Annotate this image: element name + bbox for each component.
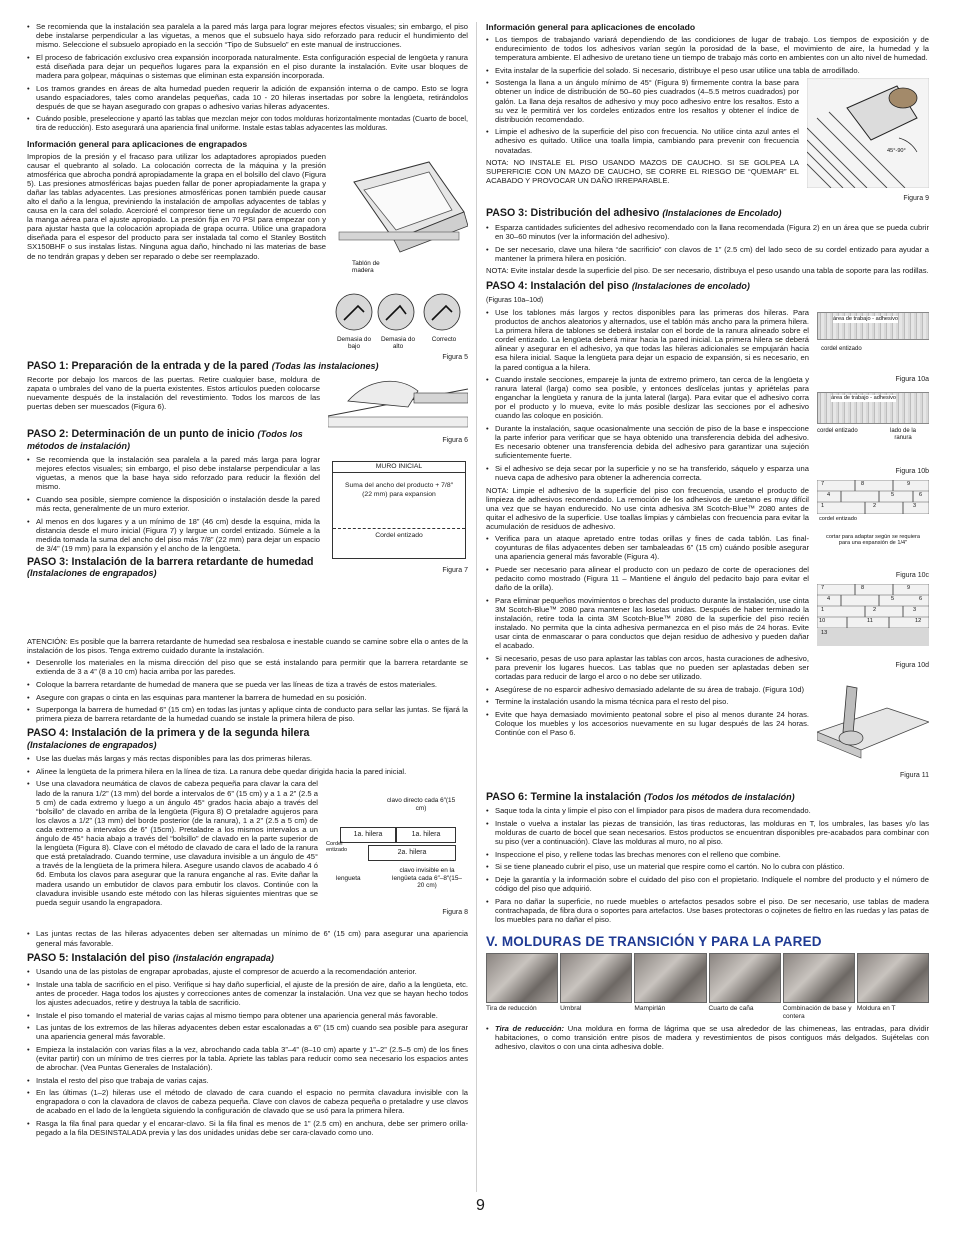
list-item: • Se recomienda que la instalación sea paralela a la pared más larga para lograr mejores efectos visuales; sin embargo, el piso debe instalarse perpendicular a las viguetas, a menos que la base haya sido reforzado para reducir la flexión del mismo.: [27, 455, 320, 491]
list-item: • Esparza cantidades suficientes del adhesivo recomendado con la llana recomendada (Figura 2) en un área que se pueda cubrir en 30–60 minutos (ver la información del adhesivo).: [486, 223, 929, 241]
fig10d-num: 12: [915, 617, 922, 624]
fig10c-num: 2: [873, 502, 877, 509]
paso6-title: PASO 6: Termine la instalación: [486, 790, 642, 803]
fig10d-num: 3: [913, 606, 917, 613]
fig10b-area: área de trabajo - adhesivo: [831, 394, 896, 401]
figure-11-caption: Figura 11: [899, 771, 929, 779]
fig10b-lado: lado de la ranura: [889, 427, 917, 442]
moldura-item: [709, 953, 781, 1020]
paso4r-figs: (Figuras 10a–10d): [486, 296, 544, 304]
fig10c-num: 5: [891, 491, 895, 498]
moldura-label: Umbral: [560, 1004, 582, 1012]
list-item: • Sostenga la llana a un ángulo mínimo de 45° (Figura 9) firmemente contra la base para obtener un índice de distribución de 50–60 pies cuadrados (4–5.5 metros cuadrados) por galón. La llana deja resaltos de adhesivo y muy poco adhesivo entre los resaltos. Esto a su vez le permitirá ver los cordeles entizados entre los resaltos y obtener el índice de distribución recomendado.: [486, 78, 799, 123]
list-item: • Los tiempos de trabajando variará dependiendo de las condiciones de lugar de trabajo. Los tiempos de exposición y de endurecimiento de todos los adhesivos varían según la porosidad de la base, el movimiento de aire, la humedad y la temperatura ambiente. El adhesivo de uretano tiene un tiempo de trabajo más corto en ambientes con un alto nivel de humedad.: [486, 35, 929, 62]
list-item: • Coloque la barrera retardante de humedad de manera que se pueda ver las líneas de tiza a través de estos materiales.: [27, 680, 468, 689]
fig10c-num: 3: [913, 502, 917, 509]
figure-9-caption: Figura 9: [903, 195, 929, 203]
figure-5: [334, 152, 468, 352]
list-item: • Evita instalar de la superficie del solado. Si necesario, distribuye el peso usar utilice una tabla de arrodillado.: [486, 66, 929, 75]
list-item: • Los tramos grandes en áreas de alta humedad pueden requerir la adición de expansión interna o de campo. Esto se logra usando espaciadores, tales como arandelas pequeñas, cada 10 - 20 hileras insertadas por sobre la lengüeta, retirándolos después de que se hayan asegurado con grapas o adhesivo varias hileras adyacentes.: [27, 84, 468, 111]
fig8-invisible: clavo invisible en la lengüeta cada 6″–8″(15–20 cm): [392, 867, 462, 889]
paso3r-nota: NOTA: Evite instalar desde la superficie del piso. De ser necesario, distribuya el peso usando una tabla de soporte para las rodillas.: [486, 266, 929, 276]
fig10c-num: 6: [919, 491, 923, 498]
paso3r-title: PASO 3: Distribución del adhesivo: [486, 207, 660, 220]
list-item: • Si se tiene planeado cubrir el piso, use un material que respire como el cartón. No lo cubra con plástico.: [486, 862, 929, 871]
moldura-item: [560, 953, 632, 1020]
paso3r-heading: [486, 208, 929, 220]
figure-10b: [817, 388, 929, 480]
figure-10d: [817, 584, 929, 678]
fig10c-num: 4: [827, 491, 831, 498]
fig10c-cortar: cortar para adaptar según se requiera para una expansión de 1/4″: [826, 533, 920, 547]
grapado-heading: Información general para aplicaciones de engrapados: [27, 138, 248, 149]
molduras-note: [486, 1024, 929, 1051]
paso4-title: PASO 4: Instalación de la primera y de la segunda hilera: [27, 727, 310, 740]
list-item: • Durante la instalación, saque ocasionalmente una sección de piso de la base e inspeccione la parte inferior para verificar que se haya obtenido una transferencia debida del adhesivo. Es necesario obtener una transferencia debida del adhesivo para garantizar una sujeción suficientemente fuerte.: [486, 424, 809, 460]
list-item: • Cuando sea posible, siempre comience la disposición o instalación desde la pared más recta, generalmente de un muro exterior.: [27, 495, 320, 513]
fig10c-num: 9: [907, 480, 911, 487]
paso3-atencion: ATENCIÓN: Es posible que la barrera retardante de humedad sea resbalosa e inestable cuando se camine sobre ella o antes de la instalación de los pisos. Tenga extremo cuidado durante la instalación.: [27, 637, 468, 656]
paso2-sub: (Todos los métodos de instalación): [27, 429, 303, 451]
list-item: • Deje la garantía y la información sobre el cuidado del piso con el propietario. Indíquele el nombre del producto y el número de código del piso que adquirió.: [486, 875, 929, 893]
list-item: • Instala el resto del piso que trabaja de varias cajas.: [27, 1076, 468, 1085]
list-item: • Se recomienda que la instalación sea paralela a la pared más larga para lograr mejores efectos visuales; sin embargo, el piso debe instalarse perpendicular a las viguetas, a menos que el subsuelo haya sido reforzado para reducir el hundimiento del mismo. Seleccione el subsuelo apropiado en la sección “Tipo de Subsuelo” en este manual de instrucciones.: [27, 22, 468, 49]
list-item: • Instale el piso tomando el material de varias cajas al mismo tiempo para obtener una apariencia general más favorable.: [27, 1011, 468, 1020]
moldura-item: [634, 953, 706, 1020]
list-item: • Desenrolle los materiales en la misma dirección del piso que se está instalando para permitir que la barrera retardante se extienda de 3 a 4” (8 a 10 cm) hacia arriba por las paredes.: [27, 658, 468, 676]
list-item: • Verifica para un ataque apretado entre todas orillas y fines de cada tablón. Las final-coyunturas de filas adyacentes deben ser tambaleadas 6” (15 cm) cuándo posible asegurar una apariencia general más favorable (Figura 4).: [486, 534, 809, 561]
moldura-label: Cuarto de caña: [708, 1004, 754, 1012]
fig5-label: Correcto: [431, 335, 457, 343]
fig10d-num: 11: [867, 617, 873, 624]
list-item: • Si necesario, pesas de uso para aplastar las tablas con arcos, hasta curaciones de adhesivo, para prevenir los lugares huecos. Las tablas que no pueden ser aplastadas deben ser cortadas para reducir de largo el arco o no debe ser utilizado.: [486, 654, 809, 681]
figure-11: [817, 678, 929, 788]
fig10c-num: 7: [821, 480, 825, 487]
paso3-title: PASO 3: Instalación de la barrera retardante de humedad: [27, 555, 314, 568]
figure-10c: [817, 480, 929, 584]
staple-depth-diagrams: [334, 292, 468, 334]
fig5-label: Demasia do alto: [380, 335, 416, 350]
list-item: • Empieza la instalación con varias filas a la vez, abrochando cada tabla 3”–4” (8–10 cm) aparte y 1”–2” (2.5–5 cm) de los fines (evitar partir) con un mínimo de tres cierres por la tabla. Apriete las tablas para reducir como sea necesario los espacios antes de abrochar. (Vea Puntas Generales de Instalación).: [27, 1045, 468, 1072]
door-casing-illustration: [328, 371, 468, 431]
moldura-label: Combinación de base y contera: [782, 1004, 852, 1020]
paso4-sub: (Instalaciones de engrapados): [27, 739, 157, 750]
molduras-gallery: [486, 953, 929, 1020]
fig8-clavo-directo: clavo directo cada 6″(15 cm): [386, 797, 456, 812]
fig8-hilera-1: 1a. hilera: [340, 827, 396, 843]
list-item: • Cuándo posible, preseleccione y apartó las tablas que mezclan mejor con todos molduras horizontalmente montadas (Cuarto de bocel, tira de reducción). Esto asegurará una apariencia final uniforme. Instale estas tablas adyacentes las molduras.: [27, 114, 468, 132]
moldura-photo: [857, 953, 929, 1003]
paso3-heading: [27, 557, 320, 580]
paso4r-title: PASO 4: Instalación del piso: [486, 280, 629, 293]
fig10c-cordel: cordel entizado: [819, 515, 857, 522]
moldura-photo: [560, 953, 632, 1003]
list-item: • Si el adhesivo se deja secar por la superficie y no se ha transferido, sáquelo y esparza una nueva capa de adhesivo para obtener la adherencia correcta.: [486, 464, 809, 482]
fig7-suma: Suma del ancho del producto + 7/8″ (22 mm) para expansion: [344, 482, 454, 499]
list-item: • Alinee la lengüeta de la primera hilera en la línea de tiza. La ranura debe quedar dirigida hacia la pared inicial.: [27, 767, 468, 776]
fig8-hilera-2: 2a. hilera: [368, 845, 456, 861]
right-column: [486, 22, 929, 1192]
moldura-label: Mampirlán: [634, 1004, 666, 1012]
list-item: • Instale o vuelva a instalar las piezas de transición, las tiras reductoras, las molduras en T, los umbrales, las bases y/o las molduras de cuarto de bocel que sean necesarios. Estos productos se encuentran disponibles pre-acabados para combinar con su piso (ver a continuación). Clave las molduras al muro, no al piso.: [486, 819, 929, 846]
list-item: • Asegure con grapas o cinta en las esquinas para mantener la barrera de humedad en su posición.: [27, 693, 468, 702]
page-number: 9: [476, 1197, 485, 1214]
list-item: • Use una clavadora neumática de clavos de cabeza pequeña para clavar la cara del lado de la ranura 1/2” (13 mm) del borde a intervalos de 6” (15 cm) y a 1 a 2” (2.5 a 5 cm) de cada extremo y luego a un ángulo 45° grados hacia abajo a través del “bolsillo” de clavado en arriba de la lengüeta (Figura 8) O pretaladre agujeros para los clavos a 1/2” (13 mm) del borde posterior (de la ranura), 1 a 2” (2.5 a 5 cm) de cada extremo a intervalos de 6” (15cm). Pretaladre a los mismos intervalos a un ángulo de 45° hacia abajo a través del “bolsillo” de clavado en la parte superior de la lengüeta (Figura 8). Clave con el método de clavado de cara el lado de la ranura que está pretaladrado. Cuando termine, use clavadura invisible a un ángulo de 45° a través de la lengüeta de la primera hilera. Asegure usando clavos de acabado 4 ó 6d. Embuta los clavos para asegurar que la ranura enganche al ras. Evite dañar la madera usando un embutidor de clavos para embutir los clavos. Continúe con la clavadura invisible usando este método con las hileras siguientes mientras que se pueda seguir usando la engrapadora.: [27, 779, 318, 906]
fig5-label: Demasia do bajo: [336, 335, 372, 350]
figure-8: [326, 779, 468, 929]
moldura-photo: [783, 953, 855, 1003]
paso6-sub: (Todos los métodos de instalación): [643, 791, 795, 802]
encolado-heading: Información general para aplicaciones de encolado: [486, 22, 696, 32]
figure-6-caption: Figura 6: [442, 437, 468, 445]
paso3-sub: (Instalaciones de engrapados): [27, 568, 157, 579]
list-item: • Al menos en dos lugares y a un mínimo de 18” (46 cm) desde la esquina, mida la distancia desde el muro inicial (Figura 7) y largue un cordel entizado. Súmele a la medida tomada la suma del ancho del piso más 7/8” (22 mm) para dejar un espacio de 3/4” (19 mm) para la expansión y el ancho de la lengüeta.: [27, 517, 320, 553]
fig10d-num: 7: [821, 584, 825, 591]
list-item: • Termine la instalación usando la misma técnica para el resto del piso.: [486, 697, 809, 706]
figure-7-caption: Figura 7: [442, 567, 468, 575]
paso4r-heading: [486, 281, 929, 293]
moldura-item: [857, 953, 929, 1020]
paso1-sub: (Todas las instalaciones): [271, 360, 379, 371]
paso2-title: PASO 2: Determinación de un punto de inicio: [27, 428, 255, 441]
fig7-muro: MURO INICIAL: [333, 462, 465, 473]
list-item: • Asegúrese de no esparcir adhesivo demasiado adelante de su área de trabajo. (Figura 10d): [486, 685, 809, 694]
fig10a-cordel: cordel entizado: [821, 345, 862, 352]
intro-list: [27, 22, 468, 133]
figure-8-caption: Figura 8: [442, 909, 468, 917]
list-item: • Saque toda la cinta y limpie el piso con el limpiador para pisos de madera dura recomendado.: [486, 806, 929, 815]
moldura-photo: [486, 953, 558, 1003]
list-item: • Las juntas de los extremos de las hileras adyacentes deben estar escalonadas a 6” (15 cm) cuando sea posible para asegurar una apariencia general más favorable.: [27, 1023, 468, 1041]
fig8-lengueta: lengueta: [336, 875, 361, 883]
fig10c-num: 8: [861, 480, 865, 487]
column-divider: [476, 22, 477, 1192]
figure-10b-caption: Figura 10b: [895, 467, 929, 475]
fig10d-num: 5: [891, 595, 895, 602]
list-item: • De ser necesario, clave una hilera “de sacrificio” con clavos de 1” (2.5 cm) del lado seco de su cordel entizado para ayudar a mantener la primera hilera en posición.: [486, 245, 929, 263]
list-item: • Puede ser necesario para alinear el producto con un pedazo de corte de operaciones del pedacito como mostrado (Figura 11 – Mantiene el ángulo del pedacito bajo para evitar el daño de la orilla).: [486, 565, 809, 592]
grapado-text: Impropios de la presión y el fracaso para utilizar los adaptadores apropiados pueden causar el quebranto al solado. La colocación correcta de la máquina y la presión atmosférica que abrocha pondrá apropiadamente la grapa en el bolsillo del clavo (Figura 5). Las presiones atmosféricas bajas pueden fallar de poner apropiadamente la grapa y dañar las tablas adyacentes. Las presiones atmosféricas ponen también puede causar alto el daño a la lengua, previniendo la instalación de ampollas adyacentes de tablas y causa en la cara del solado. Acercioré el compresor tiene un regulador de acuerdo con la manga aérea para el ajuste apropiado. La presión fija en 70 PSI para empezar con y para ajustar hasta que la colocación apropiada de grapa ocurra. Utilice una grapadora diseñada para el espesor del producto para ser instalada tal como el Stanley Bostitch SX150BHF o sus instalas listas. Ninguna agua daño, hinchado ni las materias de base de no tendrán grapas y deben ser reparado o debe ser reemplazado.: [27, 151, 326, 261]
list-item: • Limpie el adhesivo de la superficie del piso con frecuencia. No utilice cinta azul antes el adhesivo es quitado. Utilice una toalla limpia, cambiando para prevenir con frecuencia novatadas.: [486, 127, 799, 154]
pry-bar-illustration: [817, 678, 929, 766]
paso4r-sub: (Instalaciones de encolado): [631, 281, 750, 292]
list-item: • Instale una tabla de sacrificio en el piso. Verifique si hay daño superficial, el ajuste de la presión de aire, daño a la lengüeta, etc. antes de proceder. Haga todos los ajustes y correcciones antes de comenzar la instalación. Una vez que se hayan hecho todos los ajustes adecuados, retire y destruya la tabla de sacrificio.: [27, 980, 468, 1007]
paso3r-sub: (Instalaciones de Encolado): [662, 208, 782, 219]
fig10c-num: 1: [821, 502, 825, 509]
paso6-heading: [486, 792, 929, 804]
fig10d-num: 1: [821, 606, 825, 613]
list-item: • Evite que haya demasiado movimiento peatonal sobre el piso al menos durante 24 horas. Coloque los muebles y los accesorios nuevamente en su lugar después de las 24 horas. Continúe con el Paso 6.: [486, 710, 809, 737]
list-item: • Rasga la fila final para quedar y el encarar-clavo. Si la fila final es menos de 1” (2.5 cm) en anchura, debe ser primero orilla-pegado a la fila DESINSTALADA previa y las dos unidades unidas debe ser cara-clavado como uno.: [27, 1119, 468, 1137]
list-item: • Use las duelas más largas y más rectas disponibles para las dos primeras hileras.: [27, 754, 468, 763]
molduras-note-label: Tira de reducción:: [495, 1024, 564, 1034]
fig10d-num: 2: [873, 606, 877, 613]
fig10d-num: 9: [907, 584, 911, 591]
list-item: • Para eliminar pequeños movimientos o brechas del producto durante la instalación, use cinta 3M Scotch-Blue™ 2080 para mantener las losetas unidas. Después de haber terminado la instalación, retire toda la cinta 3M Scotch-Blue™ 2080 de la superficie del piso recién instalado. No permita que la cinta adhesiva permanezca en el piso más de 24 horas. Evite usar cinta de enmascarar o para conductos que dejan residuo de adhesivo y pueden dañar el acabado.: [486, 596, 809, 651]
paso1-text: Recorte por debajo los marcos de las puertas. Retire cualquier base, moldura de zapata o umbrales del vano de la puerta existentes. Estos artículos pueden colocarse nuevamente después de la instalación del revestimiento. Todos los marcos de las puertas deben ser muescados (Figura 6).: [27, 375, 320, 412]
fig7-cordel: Cordel entizado: [375, 532, 423, 540]
molduras-heading: V. MOLDURAS DE TRANSICIÓN Y PARA LA PARED: [486, 933, 822, 949]
fig10d-num: 10: [819, 617, 826, 624]
fig7-line: [333, 528, 465, 529]
paso1-title: PASO 1: Preparación de la entrada y de la pared: [27, 359, 269, 372]
fig10a-area: área de trabajo - adhesivo: [833, 315, 898, 322]
paso5-heading: [27, 953, 468, 965]
molduras-note-text: Una moldura en forma de lágrima que se usa alrededor de las chimeneas, las entradas, para dividir habitaciones, o como transición entre pisos de madera y revestimientos de pisos contiguos más delgados. Sujételas con adhesivo, clavitos o con una cinta adhesiva doble.: [495, 1024, 929, 1052]
list-item: • Usando una de las pistolas de engrapar aprobadas, ajuste el compresor de acuerdo a la recomendación anterior.: [27, 967, 468, 976]
moldura-item: [783, 953, 855, 1020]
moldura-item: [486, 953, 558, 1020]
moldura-label: Tira de reducción: [486, 1004, 537, 1012]
figure-10a-caption: Figura 10a: [895, 375, 929, 383]
fig9-angle: 45°-90°: [887, 148, 906, 155]
list-item: • Inspeccione el piso, y rellene todas las brechas menores con el relleno que combine.: [486, 850, 929, 859]
fig10d-grid: [817, 584, 929, 646]
nota-mazo: NOTA: NO INSTALE EL PISO USANDO MAZOS DE CAUCHO. SI SE GOLPEA LA SUPERFICIE CON UN MAZO DE CAUCHO, SE CORRE EL RIESGO DE “QUEMAR” EL ACABADO Y PROVOCAR UN DAÑO IRREPARABLE.: [486, 158, 799, 186]
list-item: • Use los tablones más largos y rectos disponibles para las primeras dos hileras. Para productos de anchos aleatorios y alternados, use el tablón más ancho para la primera hilera. La primera hilera de tablones se deberá instalar con el borde de la ranura alineado sobre el cordel entizado. La lengüeta deberá mirar hacia la pared inicial. La primera hilera se deberá alinear y asegurar en el adhesivo, ya que todas las hileras adicionales se empujarán hacia esa hilera inicial. Saque la lengüeta para dejar un espacio de expansión, si es necesario, en la pared contigua a la hilera.: [486, 308, 809, 372]
figure-10c-caption: Figura 10c: [895, 571, 929, 579]
list-item: • Las juntas rectas de las hileras adyacentes deben ser alternadas un mínimo de 6” (15 cm) para asegurar una apariencia general más favorable.: [27, 929, 468, 947]
figure-5-caption: Figura 5: [442, 353, 468, 361]
figure-9: [807, 78, 929, 203]
paso5-sub: (instalación engrapada): [172, 952, 274, 963]
figure-10a: [817, 308, 929, 388]
fig5-tablon-label: Tablón de madera: [352, 259, 380, 274]
fig8-hilera-1b: 1a. hilera: [396, 827, 456, 843]
fig10d-num: 6: [919, 595, 923, 602]
moldura-label: Moldura en T: [856, 1004, 896, 1012]
list-item: • Para no dañar la superficie, no ruede muebles o artefactos pesados sobre el piso. De ser necesario, use tablas de madera contrachapada, de fibra dura o soportes para artefactos. Use bases protectoras o cojinetes de fieltro en las ruedas y las patas de los muebles para no dañar el piso.: [486, 897, 929, 924]
fig10d-num: 13: [821, 629, 828, 636]
list-item: • Cuando instale secciones, empareje la junta de extremo primero, tan cerca de la lengüeta y ranura lateral (larga) como sea posible, y entonces deslícelas juntas y apriételas para enganchar la lengüeta y ranura de la junta lateral (larga). Para evitar que el adhesivo corra por el producto y lo mueva, evite lo más posible deslizar las secciones por el adhesivo cuando las coloque en posición.: [486, 375, 809, 420]
left-column: [27, 22, 468, 1192]
paso4-heading: [27, 728, 468, 751]
figures-6-7: [328, 427, 468, 637]
paso5-title: PASO 5: Instalación del piso: [27, 951, 170, 964]
figure-10d-caption: Figura 10d: [895, 661, 929, 669]
list-item: • Superponga la barrera de humedad 6” (15 cm) en todas las juntas y aplique cinta de conducto para sellar las juntas. Se fijará la primera pieza de barrera retardante de la humedad cuando se instale la primera hilera de piso.: [27, 705, 468, 723]
fig10d-num: 4: [827, 595, 831, 602]
fig10d-num: 8: [861, 584, 865, 591]
paso2-heading: [27, 429, 320, 452]
list-item: • En las últimas (1–2) hileras use el método de clavado de cara cuando el espacio no permita clavadura invisible con la engrapadora o con la clavadora de clavos de cabeza pequeña. Clave con clavos de cabeza pequeña o pretaladre y use clavos de acabado en el lado de la lengüeta siguiendo la configuración de clavado que se usó para la primera hilera.: [27, 1088, 468, 1115]
figure-7: [332, 461, 466, 559]
figures-10-11: [817, 308, 929, 788]
fig8-cordel: Cordel entizado: [326, 841, 348, 854]
stapler-illustration: [334, 152, 468, 256]
moldura-photo: [634, 953, 706, 1003]
moldura-photo: [709, 953, 781, 1003]
list-item: • El proceso de fabricación exclusivo crea expansión incorporada naturalmente. Esta configuración especial de lengüeta y ranura está diseñada para dejar un pequeños lugares para la expansión en el piso durante la instalación. Evite usar bloques de madera para golpear, máquinas o sistemas que eliminan esta expansión incorporada.: [27, 53, 468, 80]
paso4r-nota: NOTA: Limpie el adhesivo de la superficie del piso con frecuencia, usando el producto de limpieza de adhesivos recomendado. La remoción de los adhesivos de uretano es muy difícil una vez que se hayan endurecido. No use cinta adhesiva 3M Scotch-Blue™ 2080 antes de quitar el adhesivo de la superficie. Use toallas limpias y cámbielas con frecuencia para evitar la acumulación de residuos de adhesivo.: [486, 485, 809, 531]
trowel-illustration: [807, 78, 929, 188]
fig10b-cordel: cordel entizado: [817, 427, 858, 434]
